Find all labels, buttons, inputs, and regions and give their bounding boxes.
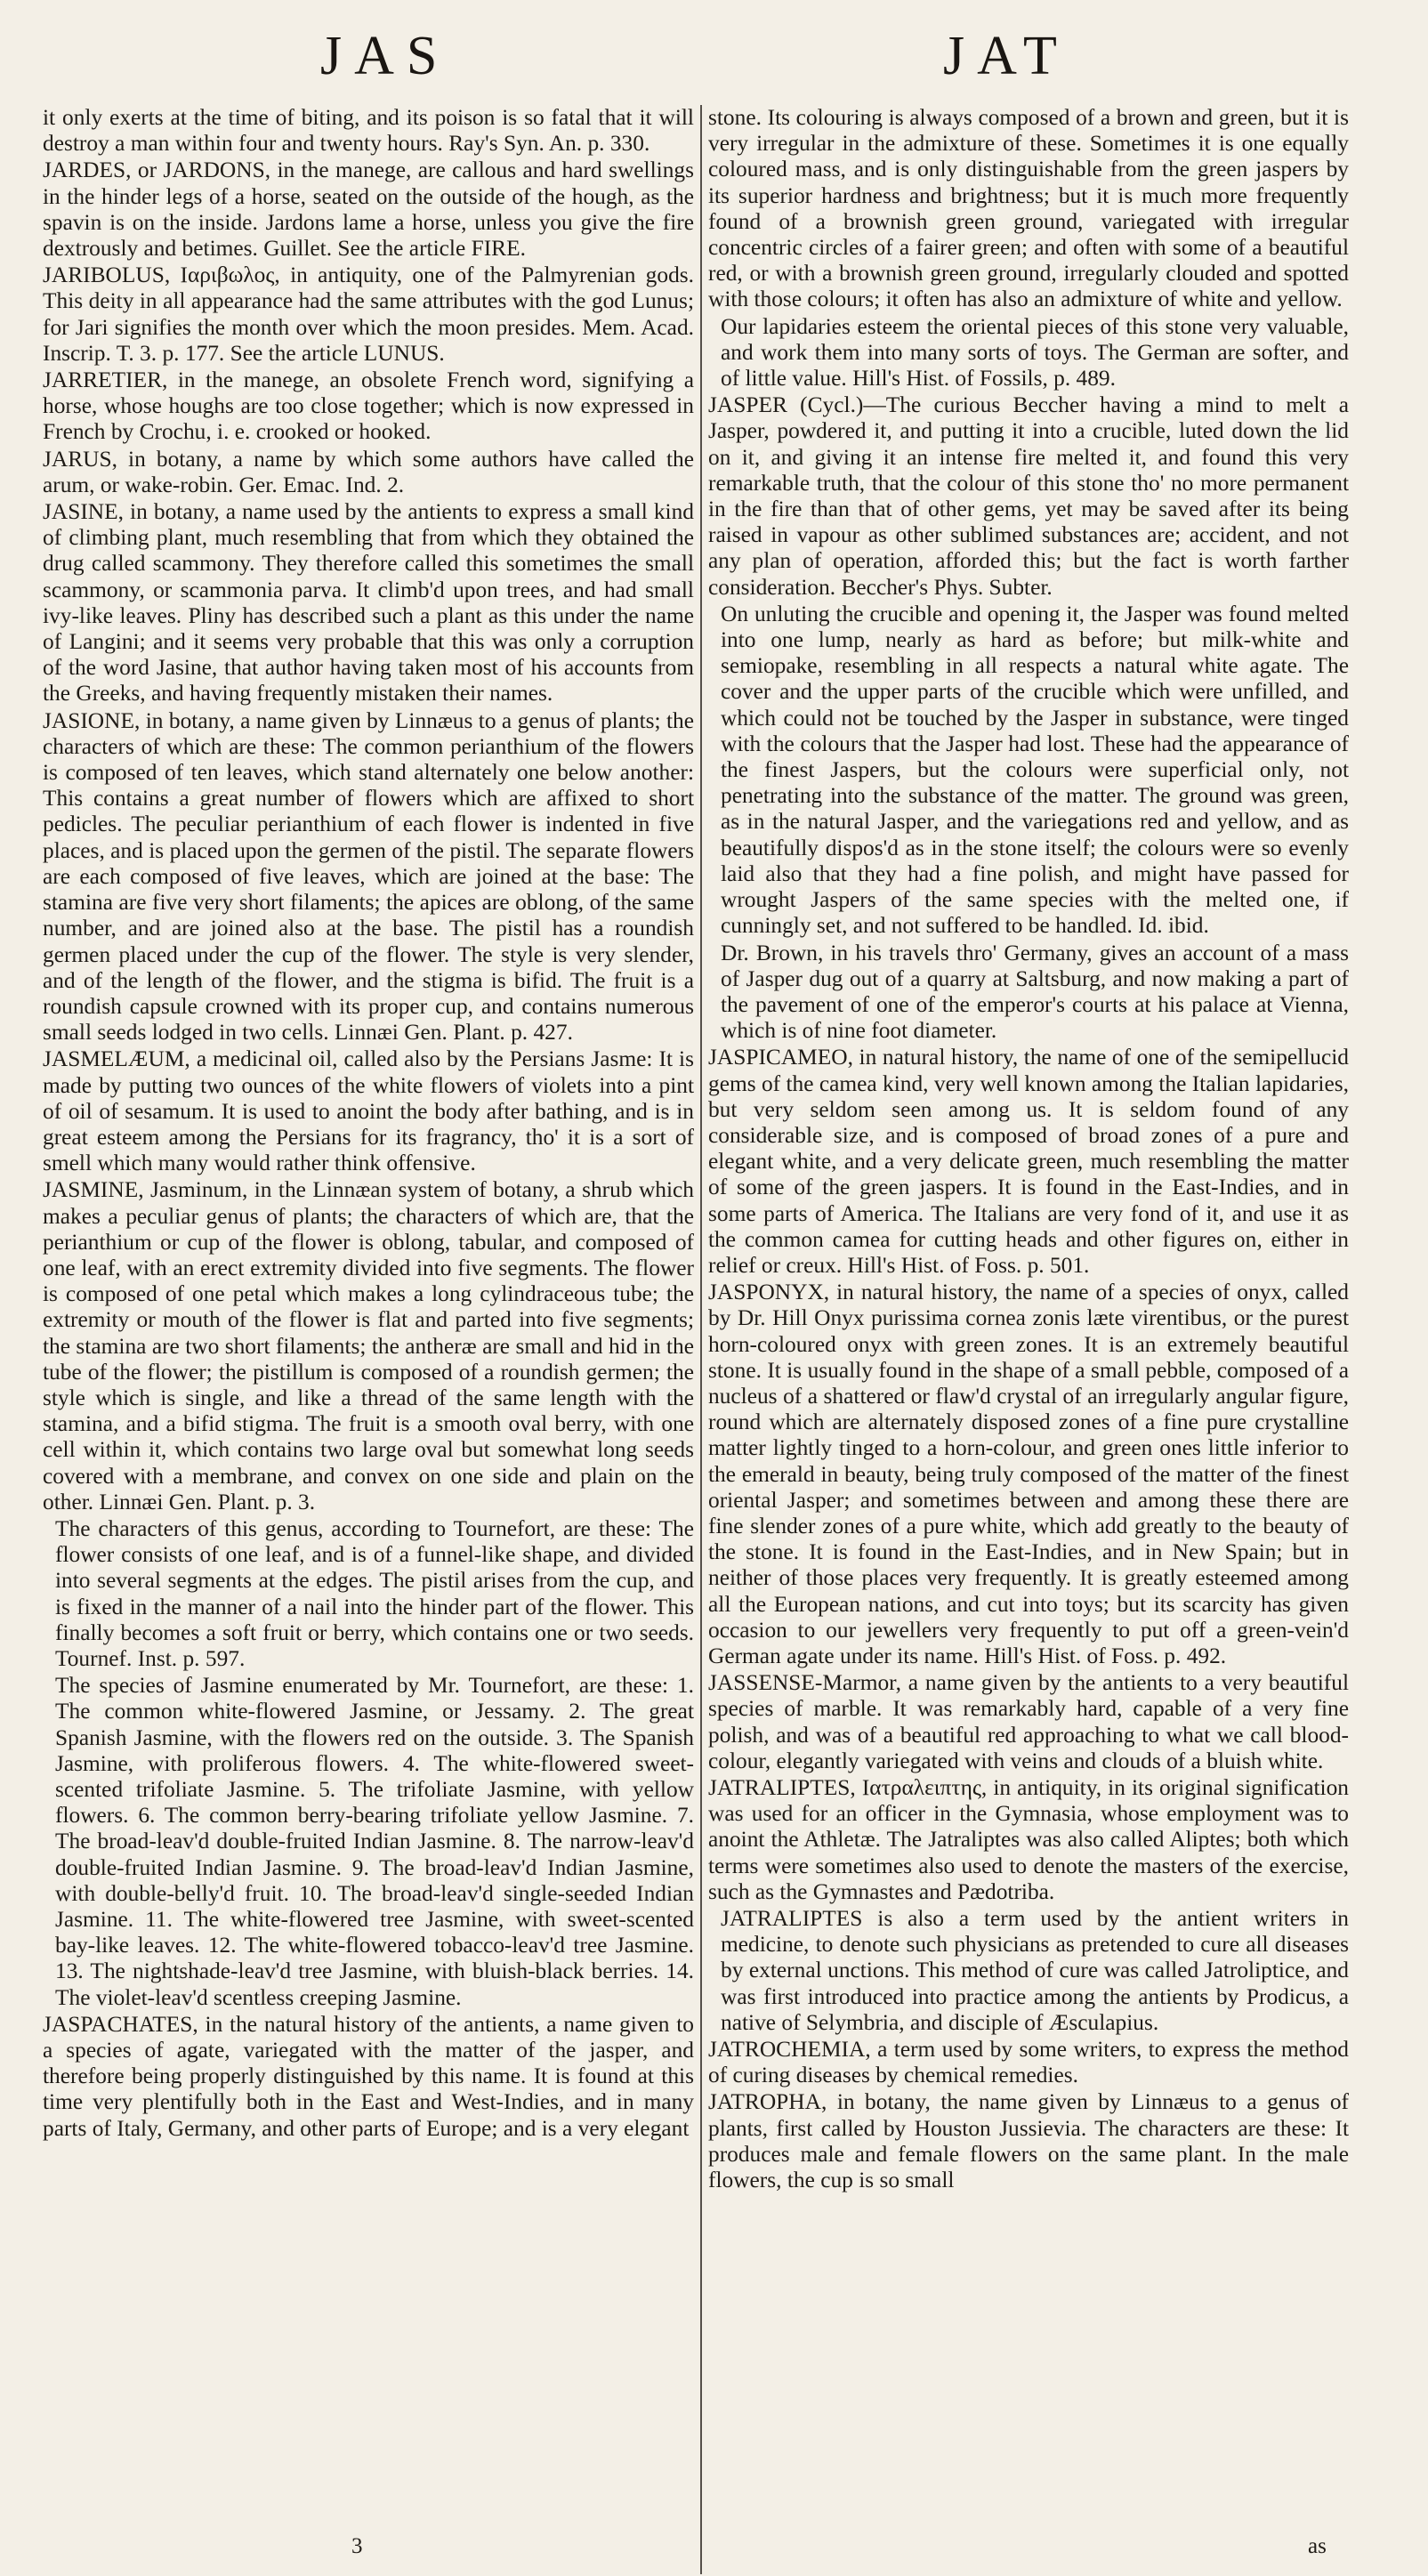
dictionary-entry: JASPACHATES, in the natural history of the antients, a name given to a species of agate, variegated with the matter of the jasper, and therefore being properly distinguished by this name. It is found at this time very plentifully both in the East and West-Indies, and in many parts of Italy, Germany, and other parts of Europe; and is a very elegant — [43, 2011, 694, 2141]
entry-paragraph: stone. Its colouring is always composed of a brown and green, but it is very irregular in the admixture of these. Sometimes it is one equally coloured mass, and is only distinguishable from the green jaspers by its superior hardness and brightness; but it is much more frequently found of a brownish green ground, variegated with irregular concentric circles of a fairer green; and often with some of a beautiful red, or with a brownish green ground, irregularly clouded and spotted with those colours; it often has also an admixture of white and yellow. — [708, 105, 1349, 312]
running-head-left: JAS — [320, 26, 450, 86]
dictionary-entry: JARDES, or JARDONS, in the manege, are callous and hard swellings in the hinder legs of a horse, seated on the outside of the hough, as the spavin is on the inside. Jardons lame a horse, unless you give the fire dextrously and betimes. Guillet. See the article FIRE. — [43, 157, 694, 262]
dictionary-entry: JASMELÆUM, a medicinal oil, called also by the Persians Jasme: It is made by putting two ounces of the white flowers of violets into a pint of oil of sesamum. It is used to anoint the body after bathing, and is in great esteem among the Persians for its fragrancy, tho' it is a sort of smell which many would rather think offensive. — [43, 1046, 694, 1176]
dictionary-entry: JATRALIPTES, Ιατραλειπτης, in antiquity, in its original signification was used for an officer in the Gymnasia, whose employment was to anoint the Athletæ. The Jatraliptes was also called Aliptes; both which terms were sometimes also used to denote the masters of the exercise, such as the Gymnastes and Pædotriba. — [708, 1775, 1349, 1904]
left-column — [43, 105, 694, 2490]
entry-paragraph: The characters of this genus, according to Tournefort, are these: The flower consists of one leaf, and is of a funnel-like shape, and divided into several segments at the edges. The pistil arises from the cup, and is fixed in the manner of a nail into the hinder part of the flower. This finally becomes a soft fruit or berry, which contains one or two seeds. Tournef. Inst. p. 597. — [55, 1515, 694, 1671]
page-number: 3 — [351, 2534, 363, 2558]
dictionary-entry: JASPER (Cycl.)—The curious Beccher having a mind to melt a Jasper, powdered it, and putting it into a crucible, luted down the lid on it, and giving it an intense fire melted it, and found this very remarkable truth, that the colour of this stone tho' no more permanent in the fire than that of other gems, yet may be saved after its being raised in vapour as other sublimed substances are; accident, and not any plan of operation, afforded this; but the fact is worth farther consideration. Beccher's Phys. Subter. — [708, 392, 1349, 600]
dictionary-entry: JASMINE, Jasminum, in the Linnæan system of botany, a shrub which makes a peculiar genus of plants; the characters of which are, that the perianthium or cup of the flower is oblong, tabular, and composed of one leaf, with an erect extremity divided into five segments. The flower is composed of one petal which makes a long cylindraceous tube; the extremity or mouth of the flower is flat and parted into five segments; the stamina are two short filaments; the antheræ are small and hid in the tube of the flower; the pistillum is composed of a roundish germen; the style which is single, and like a thread of the same length with the stamina, and a bifid stigma. The fruit is a smooth oval berry, with one cell within it, which contains two large oval but somewhat long seeds covered with a membrane, and convex on one side and plain on the other. Linnæi Gen. Plant. p. 3. — [43, 1177, 694, 1514]
entry-paragraph: JATRALIPTES is also a term used by the antient writers in medicine, to denote such physicians as pretended to cure all diseases by external unctions. This method of cure was called Jatroliptice, and was first introduced into practice among the antients by Prodicus, a native of Selymbria, and disciple of Æsculapius. — [721, 1906, 1349, 2035]
dictionary-entry: JATROPHA, in botany, the name given by Linnæus to a genus of plants, first called by Houston Jussievia. The characters are these: It produces male and female flowers on the same plant. In the male flowers, the cup is so small — [708, 2089, 1349, 2193]
dictionary-entry: JARRETIER, in the manege, an obsolete French word, signifying a horse, whose houghs are too close together; which is now expressed in French by Crochu, i. e. crooked or hooked. — [43, 367, 694, 445]
dictionary-entry: JATROCHEMIA, a term used by some writers, to express the method of curing diseases by chemical remedies. — [708, 2037, 1349, 2088]
entry-paragraph: The species of Jasmine enumerated by Mr. Tournefort, are these: 1. The common white-flowered Jasmine, or Jessamy. 2. The great Spanish Jasmine, with the flowers red on the outside. 3. The Spanish Jasmine, with proliferous flowers. 4. The white-flowered sweet-scented trifoliate Jasmine. 5. The trifoliate Jasmine, with yellow flowers. 6. The common berry-bearing trifoliate yellow Jasmine. 7. The broad-leav'd double-fruited Indian Jasmine. 8. The narrow-leav'd double-fruited Indian Jasmine. 9. The broad-leav'd Indian Jasmine, with double-belly'd fruit. 10. The broad-leav'd single-seeded Indian Jasmine. 11. The white-flowered tree Jasmine, with sweet-scented bay-like leaves. 12. The white-flowered tobacco-leav'd tree Jasmine. 13. The nightshade-leav'd tree Jasmine, with bluish-black berries. 14. The violet-leav'd scentless creeping Jasmine. — [55, 1673, 694, 2010]
dictionary-entry: JASPONYX, in natural history, the name of a species of onyx, called by Dr. Hill Onyx purissima cornea zonis læte virentibus, or the purest horn-coloured onyx with green zones. It is an extremely beautiful stone. It is usually found in the shape of a small pebble, composed of a nucleus of a shattered or flaw'd crystal of an irregularly angular figure, round which are alternately disposed zones of a fine pure crystalline matter lightly tinged to a horn-colour, and green ones little inferior to the emerald in beauty, being truly composed of the matter of the finest oriental Jasper; and sometimes between and among these there are fine slender zones of a pure white, which add greatly to the beauty of the stone. It is found in the East-Indies, and in New Spain; but in neither of those places very frequently. It is greatly esteemed among all the European nations, and cut into toys; but its scarcity has given occasion to our jewellers very frequently to put off a green-vein'd German agate under its name. Hill's Hist. of Foss. p. 492. — [708, 1280, 1349, 1668]
entry-paragraph: On unluting the crucible and opening it, the Jasper was found melted into one lump, nearly as hard as before; but milk-white and semiopake, resembling in all respects a natural white agate. The cover and the upper parts of the crucible which were unfilled, and which could not be touched by the Jasper in substance, were tinged with the colours that the Jasper had lost. These had the appearance of the finest Jaspers, but the colours were superficial only, not penetrating into the substance of the matter. The ground was green, as in the natural Jasper, and the variegations red and yellow, and as beautifully dispos'd as in the stone itself; the colours were so evenly laid also that they had a fine polish, and might have passed for wrought Jaspers of the same species with the melted one, if cunningly set, and not suffered to be handled. Id. ibid. — [721, 601, 1349, 939]
column-divider — [700, 105, 702, 2574]
right-column — [708, 105, 1349, 2490]
catchword: as — [1308, 2534, 1327, 2558]
dictionary-entry: JASPICAMEO, in natural history, the name of one of the semipellucid gems of the camea kind, very well known among the Italian lapidaries, but very seldom seen among us. It is seldom found of any considerable size, and is composed of broad zones of a pure and elegant white, and a very delicate green, much resembling the matter of some of the green jaspers. It is found in the East-Indies, and in some parts of America. The Italians are very fond of it, and use it as the common camea for cutting heads and other figures on, either in relief or creux. Hill's Hist. of Foss. p. 501. — [708, 1045, 1349, 1278]
dictionary-entry: JASINE, in botany, a name used by the antients to express a small kind of climbing plant, much resembling that from which they obtained the drug called scammony. They therefore called this sometimes the small scammony, or scammonia parva. It climb'd upon trees, and had small ivy-like leaves. Pliny has described such a plant as this under the name of Langini; and it seems very probable that this was only a corruption of the word Jasine, that author having taken most of his accounts from the Greeks, and having frequently mistaken their names. — [43, 499, 694, 707]
entry-paragraph: Dr. Brown, in his travels thro' Germany, gives an account of a mass of Jasper dug out of a quarry at Saltsburg, and now making a part of the pavement of one of the emperor's courts at his palace at Vienna, which is of nine foot diameter. — [721, 940, 1349, 1044]
dictionary-entry: JARUS, in botany, a name by which some authors have called the arum, or wake-robin. Ger. Emac. Ind. 2. — [43, 446, 694, 497]
running-head-right: JAT — [943, 26, 1069, 86]
entry-paragraph: Our lapidaries esteem the oriental pieces of this stone very valuable, and work them into many sorts of toys. The German are softer, and of little value. Hill's Hist. of Fossils, p. 489. — [721, 313, 1349, 392]
dictionary-entry: JASSENSE-Marmor, a name given by the antients to a very beautiful species of marble. It was remarkably hard, capable of a very fine polish, and was of a beautiful red approaching to what we call blood-colour, elegantly variegated with veins and clouds of a bluish white. — [708, 1670, 1349, 1773]
dictionary-entry: JASIONE, in botany, a name given by Linnæus to a genus of plants; the characters of which are these: The common perianthium of the flowers is composed of ten leaves, which stand alternately one below another: This contains a great number of flowers which are affixed to short pedicles. The peculiar perianthium of each flower is indented in five places, and is placed upon the germen of the pistil. The separate flowers are each composed of five leaves, which are joined at the base: The stamina are five very short filaments; the apices are oblong, of the same number, and are joined also at the base. The pistil has a roundish germen placed under the cup of the flower. The style is very slender, and of the length of the flower, and the stigma is bifid. The fruit is a roundish capsule crowned with its proper cup, and contains numerous small seeds lodged in two cells. Linnæi Gen. Plant. p. 427. — [43, 707, 694, 1046]
dictionary-entry: JARIBOLUS, Ιαριβωλος, in antiquity, one of the Palmyrenian gods. This deity in all appearance had the same attributes with the god Lunus; for Jari signifies the month over which the moon presides. Mem. Acad. Inscrip. T. 3. p. 177. See the article LUNUS. — [43, 262, 694, 366]
entry-paragraph: it only exerts at the time of biting, and its poison is so fatal that it will destroy a man within four and twenty hours. Ray's Syn. An. p. 330. — [43, 105, 694, 157]
